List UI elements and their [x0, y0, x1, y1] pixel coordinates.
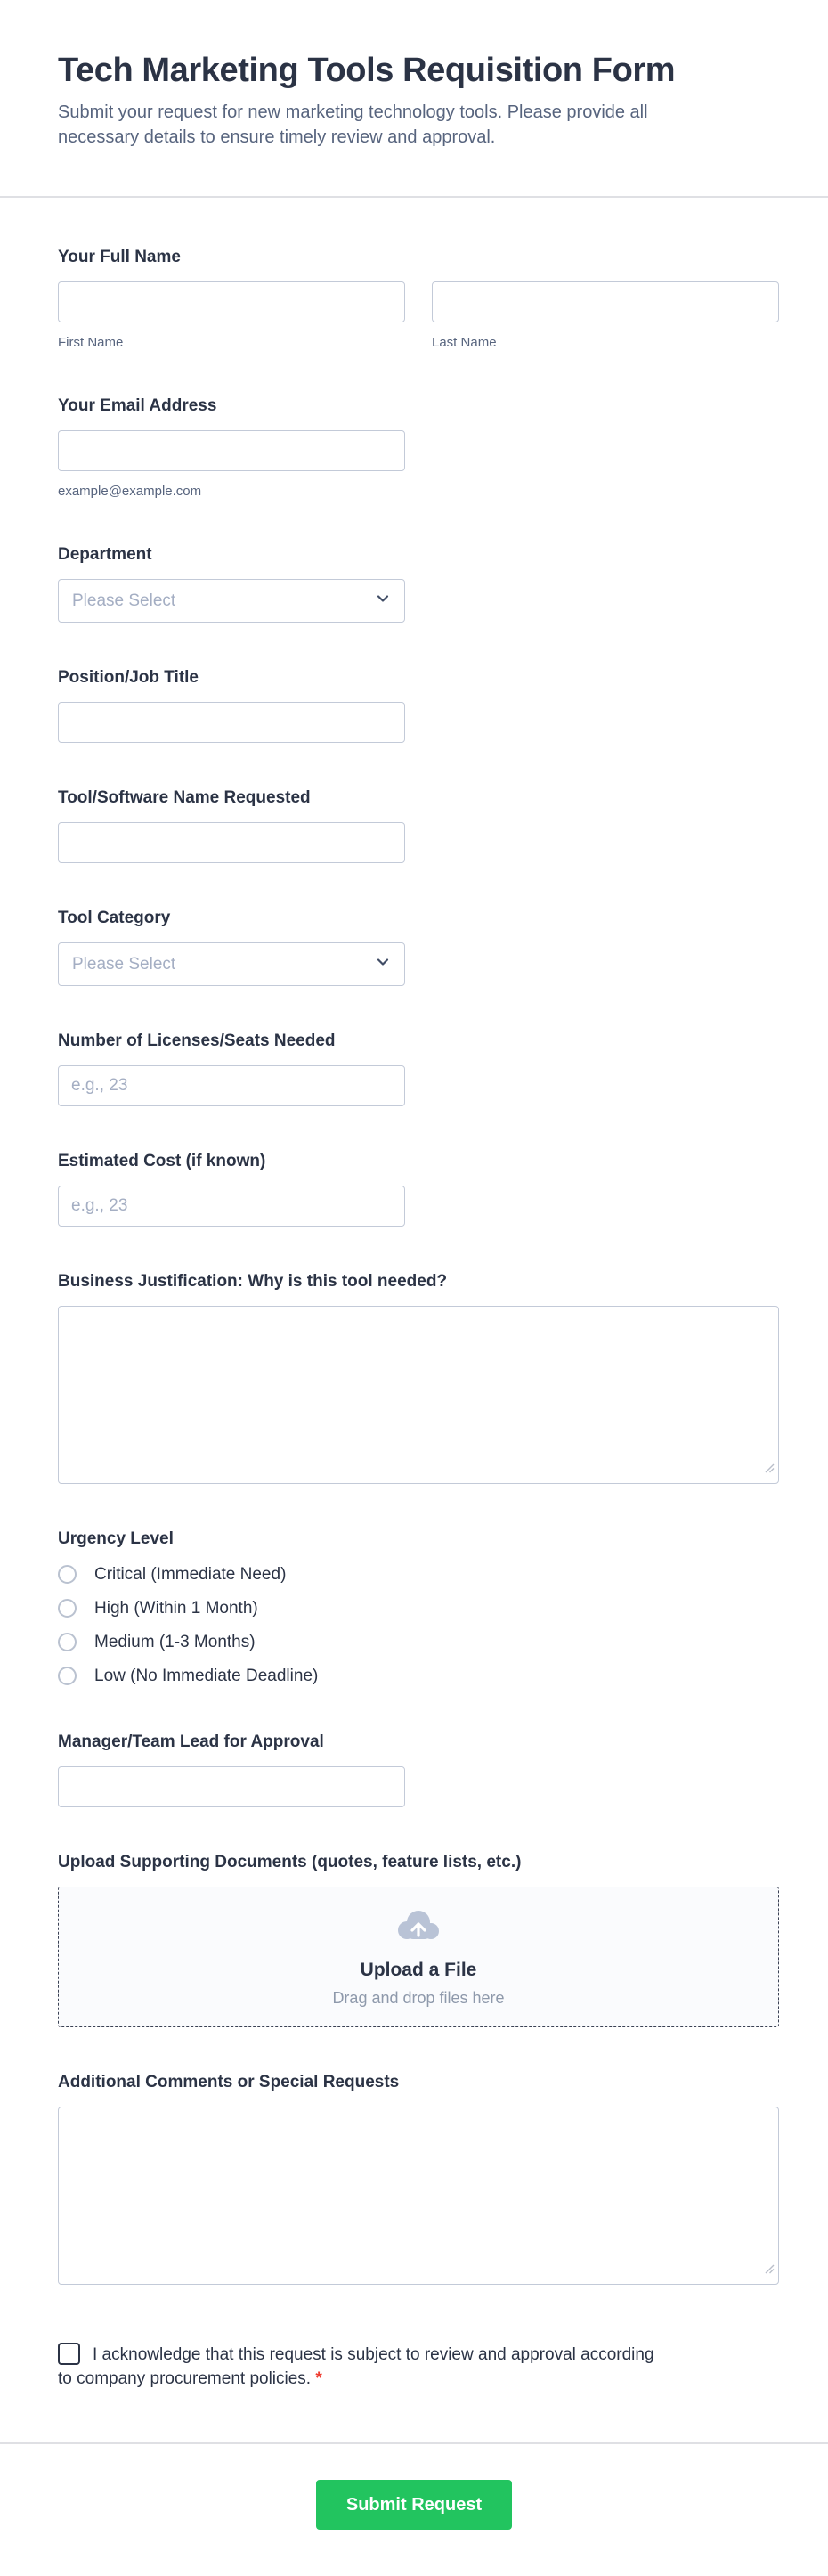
resize-handle-icon[interactable]: [765, 1462, 775, 1478]
radio-high[interactable]: [58, 1597, 779, 1619]
resize-handle-icon[interactable]: [765, 2262, 775, 2278]
acknowledgement-checkbox[interactable]: [58, 2343, 80, 2365]
manager-input[interactable]: [58, 1766, 405, 1807]
upload-hint-text: Drag and drop files here: [332, 1988, 505, 2007]
field-full-name: [58, 248, 779, 351]
radio-high-label[interactable]: High (Within 1 Month): [94, 1599, 258, 1618]
full-name-label: Your Full Name: [58, 248, 181, 266]
email-sublabel: example@example.com: [58, 484, 202, 499]
chevron-down-icon: [375, 591, 391, 611]
radio-icon[interactable]: [58, 1599, 77, 1618]
last-name-input[interactable]: [432, 281, 779, 322]
field-manager: [58, 1732, 779, 1807]
cloud-upload-icon: [394, 1907, 442, 1947]
licenses-label: Number of Licenses/Seats Needed: [58, 1031, 336, 1050]
manager-label: Manager/Team Lead for Approval: [58, 1732, 324, 1751]
field-tool-category: [58, 909, 779, 986]
upload-label: Upload Supporting Documents (quotes, feature lists, etc.): [58, 1853, 522, 1871]
position-input[interactable]: [58, 702, 405, 743]
first-name-sublabel: First Name: [58, 335, 124, 350]
radio-critical-label[interactable]: Critical (Immediate Need): [94, 1565, 287, 1584]
submit-button[interactable]: Submit Request: [316, 2480, 512, 2530]
last-name-group: [432, 281, 779, 351]
radio-icon[interactable]: [58, 1565, 77, 1584]
field-licenses: [58, 1031, 779, 1106]
justification-textarea[interactable]: [58, 1306, 779, 1484]
comments-textarea[interactable]: [58, 2107, 779, 2285]
field-urgency: [58, 1529, 779, 1687]
field-cost: [58, 1152, 779, 1227]
justification-label: Business Justification: Why is this tool needed?: [58, 1272, 448, 1291]
field-position: [58, 668, 779, 743]
cost-input[interactable]: [58, 1186, 405, 1227]
department-label: Department: [58, 545, 152, 564]
upload-button-text: Upload a File: [360, 1959, 477, 1980]
tool-category-select[interactable]: [58, 942, 405, 986]
form-header: [0, 0, 828, 150]
acknowledgement-text: I acknowledge that this request is subject to review and approval according to company procurement policies.: [58, 2345, 654, 2388]
field-department: [58, 545, 779, 623]
first-name-group: [58, 281, 405, 351]
radio-icon[interactable]: [58, 1667, 77, 1685]
page-subtitle: Submit your request for new marketing technology tools. Please provide all necessary details to ensure timely review and approval.: [58, 102, 648, 147]
acknowledgement-row[interactable]: [58, 2343, 672, 2391]
tool-name-label: Tool/Software Name Requested: [58, 788, 311, 807]
radio-critical[interactable]: [58, 1563, 779, 1586]
radio-medium-label[interactable]: Medium (1-3 Months): [94, 1633, 256, 1651]
chevron-down-icon: [375, 954, 391, 974]
radio-medium[interactable]: [58, 1631, 779, 1653]
first-name-input[interactable]: [58, 281, 405, 322]
comments-label: Additional Comments or Special Requests: [58, 2073, 400, 2091]
radio-icon[interactable]: [58, 1633, 77, 1651]
page-title: Tech Marketing Tools Requisition Form: [58, 52, 676, 89]
form-footer: [0, 2444, 828, 2576]
department-select-value: Please Select: [72, 591, 176, 610]
position-label: Position/Job Title: [58, 668, 199, 687]
field-tool-name: [58, 788, 779, 863]
cost-label: Estimated Cost (if known): [58, 1152, 266, 1170]
last-name-sublabel: Last Name: [432, 335, 497, 350]
email-label: Your Email Address: [58, 396, 217, 415]
email-input[interactable]: [58, 430, 405, 471]
required-asterisk: *: [315, 2369, 322, 2388]
tool-category-label: Tool Category: [58, 909, 171, 927]
department-select[interactable]: [58, 579, 405, 623]
field-justification: [58, 1272, 779, 1484]
form-body: [58, 198, 779, 2391]
tool-category-select-value: Please Select: [72, 954, 176, 974]
tool-name-input[interactable]: [58, 822, 405, 863]
field-email: [58, 396, 779, 500]
radio-low-label[interactable]: Low (No Immediate Deadline): [94, 1667, 319, 1685]
urgency-label: Urgency Level: [58, 1529, 174, 1548]
field-upload: [58, 1853, 779, 2027]
field-comments: [58, 2073, 779, 2285]
upload-dropzone[interactable]: [58, 1887, 779, 2027]
licenses-input[interactable]: [58, 1065, 405, 1106]
radio-low[interactable]: [58, 1665, 779, 1687]
